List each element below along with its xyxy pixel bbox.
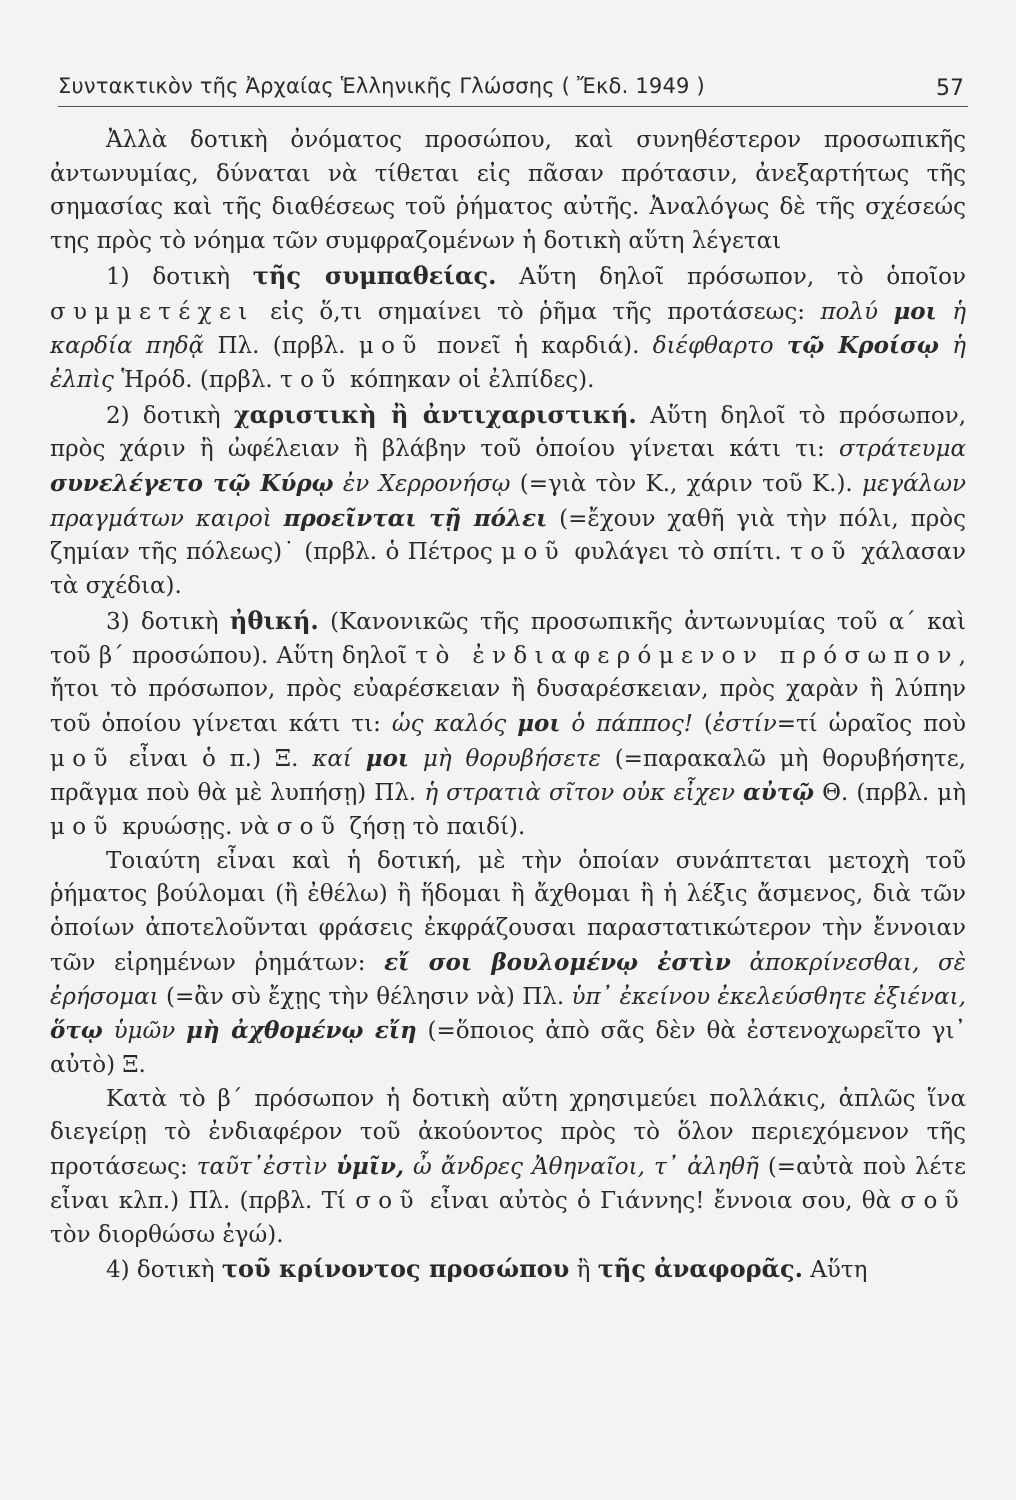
spaced-word: σοῦ [355,1187,421,1214]
item-heading: τῆς συμπαθείας. [252,260,497,290]
example-emphasis: τῷ Κροίσῳ [786,332,939,360]
second-person-paragraph: Κατὰ τὸ β´ πρόσωπον ἡ δοτικὴ αὕτη χρησιμεύει πολλάκις, ἁπλῶς ἵνα διεγείρῃ τὸ ἐνδιαφέρον τοῦ ἀκούοντος πρὸς τὸ ὅλον περιεχόμενον τῆς προτάσεως: ταῦτ᾽ἐστὶν ὑμῖν, ὦ ἄνδρες Ἀθηναῖοι, τ᾽ ἀληθῆ (=αὐτὰ ποὺ λέτε εἶναι κλπ.) Πλ. (πρβλ. Τί σοῦ εἶναι αὐτὸς ὁ Γιάννης! ἔννοια σου, θὰ σοῦ τὸν διορθώσω ἐγώ). [50,1085,967,1248]
example-emphasis: μοι [517,709,561,737]
spaced-word: σοῦ [276,814,343,841]
example-text: ὦ ἄνδρες Ἀθηναῖοι, τ᾽ ἀληθῆ [413,1154,759,1181]
item-heading: τοῦ κρίνοντος προσώπου [221,1254,570,1284]
example-text: μὴ θορυβήσετε [422,745,601,772]
section-ethical: 3) δοτικὴ ἠθική. (Κανονικῶς τῆς προσωπικῆς ἀντωνυμίας τοῦ α´ καὶ τοῦ β´ προσώπου). Αὕτη δηλοῖ τὸ ἐνδιαφερόμενον πρόσωπον, ἤτοι τὸ πρόσωπον, πρὸς εὐαρέσκειαν ἢ δυσαρέσκειαν, πρὸς χαρὰν ἢ λύπην τοῦ ὁποίου γίνεται κάτι τι: ὡς καλός μοι ὁ πάππος! (ἐστίν=τί ὡραῖος ποὺ μοῦ εἶναι ὁ π.) Ξ. καί μοι μὴ θορυβήσετε (=παρακαλῶ μὴ θορυβήσητε, πρᾶγμα ποὺ θὰ μὲ λυπήσῃ) Πλ. ἡ στρατιὰ σῖτον οὐκ εἶχεν αὐτῷ Θ. (πρβλ. μὴ μοῦ κρυώσῃς. νὰ σοῦ ζήσῃ τὸ παιδί). [50,605,967,841]
example-text: μεγάλων πραγμάτων καιροὶ [50,471,966,532]
example-text: ὑμῶν [113,1018,176,1045]
example-text: ἡ στρατιὰ σῖτον οὐκ εἶχεν [424,780,735,807]
item-heading: τῆς ἀναφορᾶς. [597,1254,803,1284]
item-number: 2) δοτικὴ [106,402,221,429]
example-emphasis: μοι [893,297,937,325]
example-emphasis: προεῖνται τῇ πόλει [283,504,548,532]
spaced-word: μοῦ [50,814,115,841]
spaced-word: μοῦ [501,539,567,566]
item-number: 4) δοτικὴ [106,1257,215,1284]
spaced-word: συμμετέχει [50,298,255,325]
example-text: ἡ ἐλπὶς [50,333,967,393]
running-header [58,72,968,107]
spaced-word: τοῦ [790,539,853,566]
spaced-word: σοῦ [900,1187,966,1214]
example-text: ἐστίν [712,710,777,737]
example-text: ἡ καρδία πηδᾷ [50,298,966,360]
item-number: 1) δοτικὴ [106,263,230,290]
example-text: διέφθαρτο [652,333,774,360]
example-text: ὑπ᾽ ἐκείνου ἐκελεύσθητε ἐξιέναι, [571,983,966,1010]
example-emphasis: αὐτῷ [743,779,815,807]
intro-paragraph: Ἀλλὰ δοτικὴ ὀνόματος προσώπου, καὶ συνηθέστερον προσωπικῆς ἀντωνυμίας, δύναται νὰ τίθεται εἰς πᾶσαν πρότασιν, ἀνεξαρτήτως τῆς σημασίας καὶ τῆς διαθέσεως τοῦ ῥήματος αὐτῆς. Ἀναλόγως δὲ τῆς σχέσεώς της πρὸς τὸ νόημα τῶν συμφραζομένων ἡ δοτικὴ αὕτη λέγεται [50,127,966,255]
item-number: 3) δοτικὴ [106,608,219,635]
example-text: στράτευμα [838,436,966,463]
page-number: 57 [936,76,964,101]
example-text: πολύ [820,298,878,325]
example-emphasis: μὴ ἀχθομένῳ εἴη [186,1017,417,1045]
example-text: ταῦτ᾽ἐστὶν [196,1154,328,1181]
example-emphasis: συνελέγετο τῷ Κύρῳ [50,470,334,498]
example-text: ὁ πάππος! [571,710,694,737]
section-judging-person: 4) δοτικὴ τοῦ κρίνοντος προσώπου ἢ τῆς ἀναφορᾶς. Αὕτη [106,1254,868,1284]
example-emphasis: μοι [365,744,410,772]
main-text [50,124,966,1288]
item-heading: χαριστικὴ ἢ ἀντιχαριστική. [233,399,637,429]
section-charistic: 2) δοτικὴ χαριστικὴ ἢ ἀντιχαριστική. Αὕτη δηλοῖ τὸ πρόσωπον, πρὸς χάριν ἢ ὠφέλειαν ἢ βλάβην τοῦ ὁποίου γίνεται κάτι τι: στράτευμα συνελέγετο τῷ Κύρῳ ἐν Χερρονήσῳ (=γιὰ τὸν Κ., χάριν τοῦ Κ.). μεγάλων πραγμάτων καιροὶ προεῖνται τῇ πόλει (=ἔχουν χαθῆ γιὰ τὴν πόλι, πρὸς ζημίαν τῆς πόλεως)˙ (πρβλ. ὁ Πέτρος μοῦ φυλάγει τὸ σπίτι. τοῦ χάλασαν τὰ σχέδια). [50,399,967,600]
running-title: Συντακτικὸν τῆς Ἀρχαίας Ἑλληνικῆς Γλώσσης ( Ἔκδ. 1949 ) [58,74,705,98]
example-emphasis: ὑμῖν, [336,1153,404,1181]
section-sympathy: 1) δοτικὴ τῆς συμπαθείας. Αὕτη δηλοῖ πρόσωπον, τὸ ὁποῖον συμμετέχει εἰς ὅ,τι σημαίνει τὸ ῥῆμα τῆς προτάσεως: πολύ μοι ἡ καρδία πηδᾷ Πλ. (πρβλ. μοῦ πονεῖ ἡ καρδιά). διέφθαρτο τῷ Κροίσῳ ἡ ἐλπὶς Ἡρόδ. (πρβλ. τοῦ κόπηκαν οἱ ἐλπίδες). [50,260,967,393]
spaced-word: τὸ ἐνδιαφερόμενον πρόσωπον [415,642,959,669]
example-text: καί [312,745,352,772]
example-emphasis: εἴ σοι βουλομένῳ ἐστὶν [384,948,731,976]
example-text: ἐν Χερρονήσῳ [342,471,511,498]
item-heading: ἠθική. [229,605,319,635]
example-text: ἀποκρίνεσθαι, σὲ ἐρήσομαι [50,949,966,1010]
example-emphasis: ὅτῳ [50,1017,103,1045]
example-text: ὡς καλός [391,710,507,737]
participle-paragraph: Τοιαύτη εἶναι καὶ ἡ δοτική, μὲ τὴν ὁποίαν συνάπτεται μετοχὴ τοῦ ῥήματος βούλομαι (ἢ ἐθέλω) ἢ ἥδομαι ἢ ἄχθομαι ἢ ἡ λέξις ἄσμενος, διὰ τῶν ὁποίων ἀποτελοῦνται φράσεις ἐκφράζουσαι παραστατικώτερον τὴν ἔννοιαν τῶν εἰρημένων ῥημάτων: εἴ σοι βουλομένῳ ἐστὶν ἀποκρίνεσθαι, σὲ ἐρήσομαι (=ἂν σὺ ἔχῃς τὴν θέλησιν νὰ) Πλ. ὑπ᾽ ἐκείνου ἐκελεύσθητε ἐξιέναι, ὅτῳ ὑμῶν μὴ ἀχθομένῳ εἴη (=ὅποιος ἀπὸ σᾶς δὲν θὰ ἐστενοχωρεῖτο γι᾽ αὐτὸ) Ξ. [50,847,967,1078]
spaced-word: μοῦ [358,333,424,360]
spaced-word: μοῦ [50,745,115,772]
spaced-word: τοῦ [280,366,343,393]
